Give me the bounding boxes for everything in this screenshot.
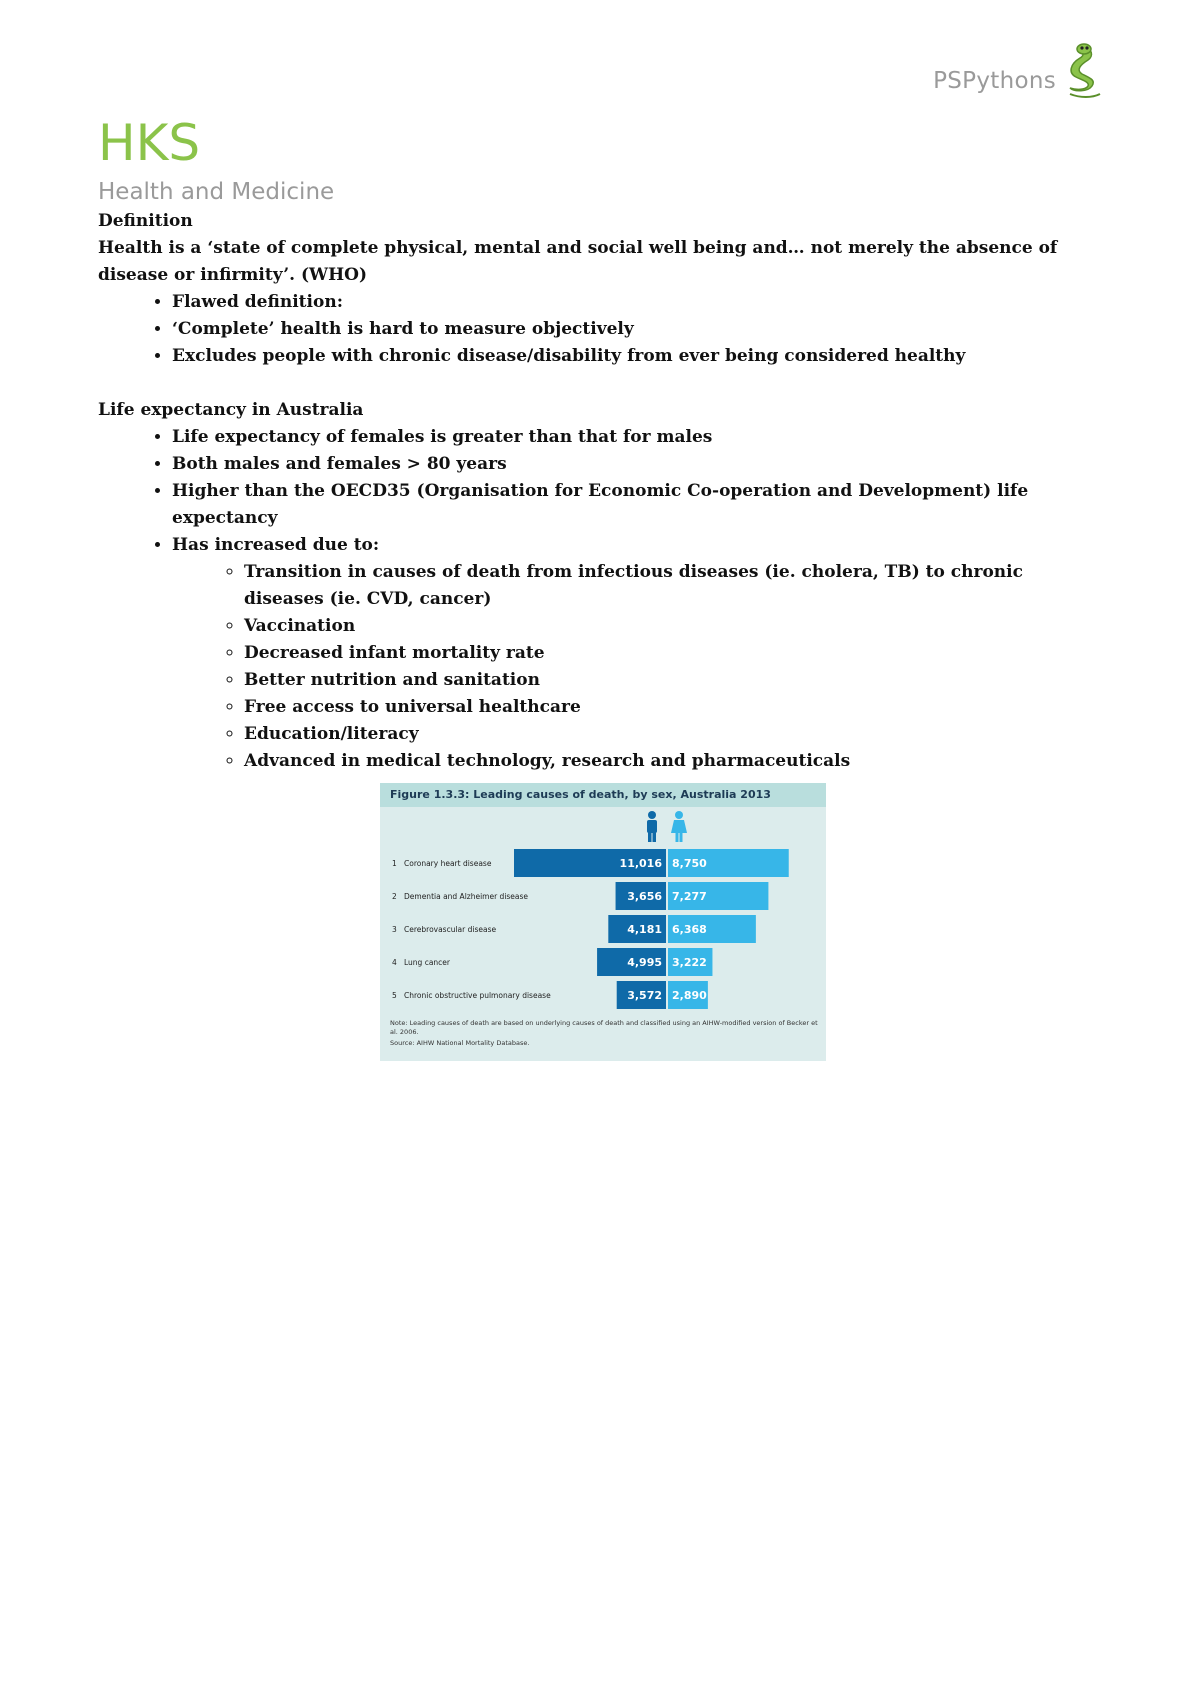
figure-note: Note: Leading causes of death are based on underlying causes of death and classified using an AIHW-modified version of Becker et al. 2006. <box>390 1019 818 1036</box>
category-rank: 3 <box>392 925 397 934</box>
data-label-male: 3,656 <box>627 890 662 903</box>
category-label: Coronary heart disease <box>404 859 492 868</box>
category-rank: 2 <box>392 892 397 901</box>
data-label-male: 3,572 <box>627 989 662 1002</box>
category-rank: 4 <box>392 958 397 967</box>
list-item: • Flawed definition: <box>172 289 1108 316</box>
brand-name: PSPythons <box>933 68 1056 94</box>
list-item: • ‘Complete’ health is hard to measure objectively <box>172 316 1108 343</box>
category-rank: 5 <box>392 991 397 1000</box>
data-label-male: 11,016 <box>619 857 662 870</box>
category-label: Lung cancer <box>404 958 450 967</box>
data-label-female: 6,368 <box>672 923 707 936</box>
list-item: • Excludes people with chronic disease/disability from ever being considered healthy <box>172 343 1108 370</box>
sub-list-item: ◦ Advanced in medical technology, research and pharmaceuticals <box>244 748 1108 775</box>
data-label-male: 4,995 <box>627 956 662 969</box>
sub-bullets <box>172 559 1108 775</box>
sub-list-item: ◦ Vaccination <box>244 613 1108 640</box>
data-label-female: 2,890 <box>672 989 707 1002</box>
category-label: Chronic obstructive pulmonary disease <box>404 991 551 1000</box>
category-label: Cerebrovascular disease <box>404 925 497 934</box>
data-label-female: 3,222 <box>672 956 707 969</box>
snake-icon <box>1062 40 1104 100</box>
category-label: Dementia and Alzheimer disease <box>404 892 529 901</box>
sub-list-item: ◦ Transition in causes of death from infectious diseases (ie. cholera, TB) to chronic diseases (ie. CVD, cancer) <box>244 559 1108 613</box>
male-person-icon <box>647 811 657 842</box>
brand <box>933 40 1104 100</box>
list-item: • Both males and females > 80 years <box>172 451 1108 478</box>
sub-list-item: ◦ Better nutrition and sanitation <box>244 667 1108 694</box>
list-item-label: Has increased due to: <box>172 535 380 555</box>
figure-source: Source: AIHW National Mortality Database. <box>390 1039 530 1047</box>
data-label-male: 4,181 <box>627 923 662 936</box>
sub-list-item: ◦ Education/literacy <box>244 721 1108 748</box>
definition-heading: Definition <box>98 211 193 231</box>
list-item: • Higher than the OECD35 (Organisation for Economic Co-operation and Development) life expectancy <box>172 478 1108 532</box>
definition-text: Health is a ‘state of complete physical, mental and social well being and… not merely the absence of disease or infirmity’. (WHO) <box>98 238 1058 285</box>
life-expectancy-bullets <box>98 424 1108 775</box>
female-person-icon <box>671 811 687 842</box>
leading-causes-figure <box>380 783 826 1061</box>
list-item <box>172 532 1108 775</box>
document-title: HKS <box>98 114 201 172</box>
data-label-female: 8,750 <box>672 857 707 870</box>
sub-list-item: ◦ Decreased infant mortality rate <box>244 640 1108 667</box>
document-subtitle: Health and Medicine <box>98 179 335 205</box>
life-expectancy-heading: Life expectancy in Australia <box>98 400 364 420</box>
definition-bullets <box>98 289 1108 370</box>
document-page <box>98 112 1108 1061</box>
list-item: • Life expectancy of females is greater than that for males <box>172 424 1108 451</box>
category-rank: 1 <box>392 859 397 868</box>
data-label-female: 7,277 <box>672 890 707 903</box>
figure-title: Figure 1.3.3: Leading causes of death, by sex, Australia 2013 <box>390 788 771 801</box>
sub-list-item: ◦ Free access to universal healthcare <box>244 694 1108 721</box>
